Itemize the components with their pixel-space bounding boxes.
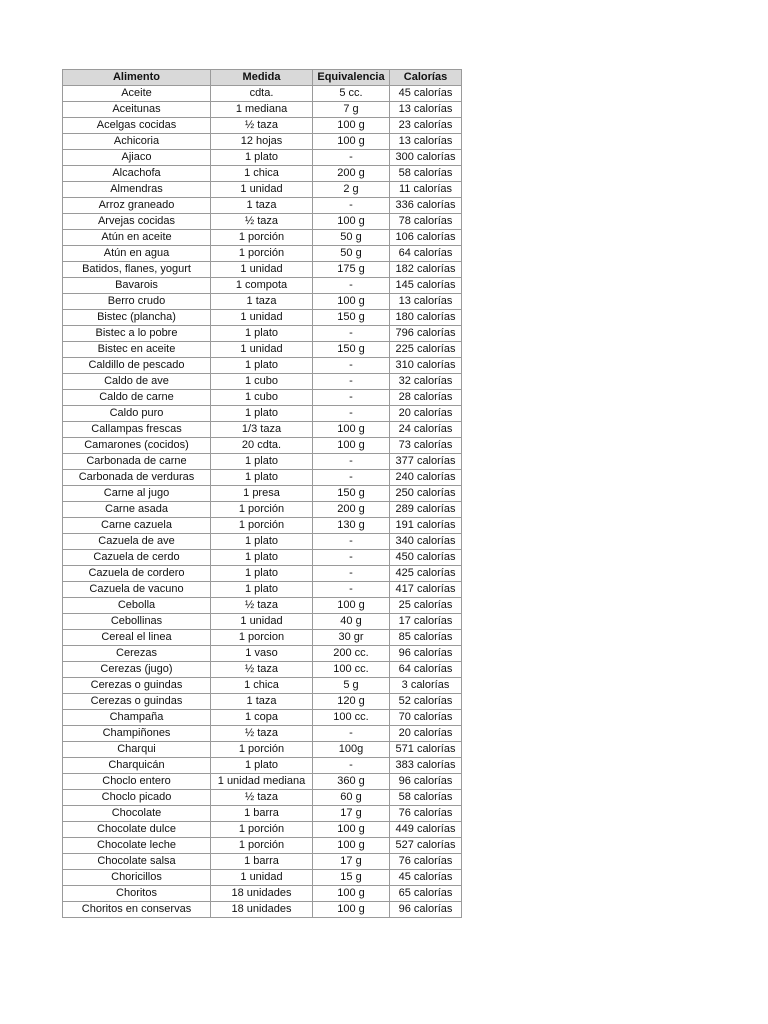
- food-name-cell: Cazuela de ave: [63, 534, 211, 550]
- calories-cell: 180 calorías: [390, 310, 462, 326]
- measure-cell: 1 copa: [211, 710, 313, 726]
- measure-cell: 20 cdta.: [211, 438, 313, 454]
- table-row: [63, 470, 462, 486]
- food-name-cell: Carbonada de verduras: [63, 470, 211, 486]
- food-name-cell: Carne asada: [63, 502, 211, 518]
- food-name-cell: Champaña: [63, 710, 211, 726]
- measure-cell: 1 plato: [211, 454, 313, 470]
- table-row: [63, 886, 462, 902]
- calories-cell: 70 calorías: [390, 710, 462, 726]
- header-row: [63, 70, 462, 86]
- table-row: [63, 566, 462, 582]
- equivalence-cell: -: [313, 198, 390, 214]
- calories-cell: 240 calorías: [390, 470, 462, 486]
- measure-cell: 1 plato: [211, 566, 313, 582]
- food-name-cell: Choritos en conservas: [63, 902, 211, 918]
- calories-cell: 11 calorías: [390, 182, 462, 198]
- table-row: [63, 518, 462, 534]
- equivalence-cell: -: [313, 374, 390, 390]
- equivalence-cell: 200 g: [313, 166, 390, 182]
- calories-cell: 20 calorías: [390, 406, 462, 422]
- column-header-calorias: Calorías: [390, 70, 462, 86]
- equivalence-cell: -: [313, 406, 390, 422]
- calories-cell: 425 calorías: [390, 566, 462, 582]
- food-name-cell: Carne al jugo: [63, 486, 211, 502]
- calories-cell: 289 calorías: [390, 502, 462, 518]
- measure-cell: 1 plato: [211, 406, 313, 422]
- calories-cell: 64 calorías: [390, 662, 462, 678]
- table-row: [63, 534, 462, 550]
- measure-cell: ½ taza: [211, 726, 313, 742]
- equivalence-cell: 100 g: [313, 902, 390, 918]
- measure-cell: 1 taza: [211, 294, 313, 310]
- measure-cell: cdta.: [211, 86, 313, 102]
- equivalence-cell: 100 g: [313, 422, 390, 438]
- table-row: [63, 134, 462, 150]
- measure-cell: 12 hojas: [211, 134, 313, 150]
- table-body: [63, 86, 462, 918]
- calories-cell: 340 calorías: [390, 534, 462, 550]
- measure-cell: 1 porción: [211, 246, 313, 262]
- equivalence-cell: 360 g: [313, 774, 390, 790]
- calories-cell: 182 calorías: [390, 262, 462, 278]
- food-name-cell: Charquicán: [63, 758, 211, 774]
- equivalence-cell: 50 g: [313, 246, 390, 262]
- food-name-cell: Cazuela de cordero: [63, 566, 211, 582]
- food-name-cell: Cerezas o guindas: [63, 694, 211, 710]
- food-name-cell: Cerezas: [63, 646, 211, 662]
- measure-cell: 1 presa: [211, 486, 313, 502]
- calories-cell: 571 calorías: [390, 742, 462, 758]
- food-name-cell: Chocolate dulce: [63, 822, 211, 838]
- food-name-cell: Callampas frescas: [63, 422, 211, 438]
- food-name-cell: Aceitunas: [63, 102, 211, 118]
- equivalence-cell: 15 g: [313, 870, 390, 886]
- table-row: [63, 326, 462, 342]
- measure-cell: 1 porción: [211, 518, 313, 534]
- table-row: [63, 646, 462, 662]
- table-row: [63, 86, 462, 102]
- food-name-cell: Achicoria: [63, 134, 211, 150]
- table-row: [63, 262, 462, 278]
- food-name-cell: Cebollinas: [63, 614, 211, 630]
- measure-cell: 1 plato: [211, 150, 313, 166]
- calories-cell: 76 calorías: [390, 806, 462, 822]
- food-name-cell: Atún en aceite: [63, 230, 211, 246]
- table-row: [63, 710, 462, 726]
- measure-cell: 1 mediana: [211, 102, 313, 118]
- column-header-alimento: Alimento: [63, 70, 211, 86]
- food-name-cell: Carbonada de carne: [63, 454, 211, 470]
- equivalence-cell: 7 g: [313, 102, 390, 118]
- measure-cell: 1 cubo: [211, 374, 313, 390]
- calories-cell: 85 calorías: [390, 630, 462, 646]
- measure-cell: 1 plato: [211, 358, 313, 374]
- food-name-cell: Bistec en aceite: [63, 342, 211, 358]
- measure-cell: 1 barra: [211, 806, 313, 822]
- calories-cell: 13 calorías: [390, 134, 462, 150]
- equivalence-cell: 17 g: [313, 854, 390, 870]
- equivalence-cell: -: [313, 470, 390, 486]
- measure-cell: 1 chica: [211, 166, 313, 182]
- food-name-cell: Cerezas o guindas: [63, 678, 211, 694]
- calories-cell: 96 calorías: [390, 646, 462, 662]
- equivalence-cell: 120 g: [313, 694, 390, 710]
- table-row: [63, 374, 462, 390]
- calories-cell: 20 calorías: [390, 726, 462, 742]
- table-row: [63, 854, 462, 870]
- food-name-cell: Caldo de carne: [63, 390, 211, 406]
- food-name-cell: Camarones (cocidos): [63, 438, 211, 454]
- measure-cell: 1 plato: [211, 470, 313, 486]
- equivalence-cell: 100 g: [313, 598, 390, 614]
- food-name-cell: Carne cazuela: [63, 518, 211, 534]
- table-row: [63, 230, 462, 246]
- table-row: [63, 406, 462, 422]
- food-name-cell: Caldo puro: [63, 406, 211, 422]
- calories-cell: 45 calorías: [390, 86, 462, 102]
- equivalence-cell: 5 cc.: [313, 86, 390, 102]
- equivalence-cell: 60 g: [313, 790, 390, 806]
- food-name-cell: Arroz graneado: [63, 198, 211, 214]
- food-name-cell: Cazuela de cerdo: [63, 550, 211, 566]
- measure-cell: ½ taza: [211, 790, 313, 806]
- calories-cell: 250 calorías: [390, 486, 462, 502]
- calories-cell: 25 calorías: [390, 598, 462, 614]
- table-row: [63, 278, 462, 294]
- equivalence-cell: 150 g: [313, 310, 390, 326]
- equivalence-cell: 100 g: [313, 294, 390, 310]
- measure-cell: 1 plato: [211, 534, 313, 550]
- calories-cell: 225 calorías: [390, 342, 462, 358]
- equivalence-cell: -: [313, 550, 390, 566]
- measure-cell: ½ taza: [211, 118, 313, 134]
- measure-cell: 1 unidad: [211, 182, 313, 198]
- measure-cell: 1 porción: [211, 502, 313, 518]
- equivalence-cell: 100 g: [313, 822, 390, 838]
- food-name-cell: Choclo picado: [63, 790, 211, 806]
- calories-cell: 336 calorías: [390, 198, 462, 214]
- food-name-cell: Berro crudo: [63, 294, 211, 310]
- measure-cell: 1/3 taza: [211, 422, 313, 438]
- equivalence-cell: 100 g: [313, 838, 390, 854]
- table-row: [63, 214, 462, 230]
- equivalence-cell: 200 cc.: [313, 646, 390, 662]
- calories-cell: 78 calorías: [390, 214, 462, 230]
- table-row: [63, 438, 462, 454]
- equivalence-cell: -: [313, 358, 390, 374]
- measure-cell: 1 compota: [211, 278, 313, 294]
- table-row: [63, 102, 462, 118]
- equivalence-cell: 100 g: [313, 886, 390, 902]
- table-row: [63, 630, 462, 646]
- calories-cell: 52 calorías: [390, 694, 462, 710]
- table-row: [63, 598, 462, 614]
- food-name-cell: Chocolate leche: [63, 838, 211, 854]
- equivalence-cell: -: [313, 150, 390, 166]
- measure-cell: 18 unidades: [211, 902, 313, 918]
- calories-cell: 796 calorías: [390, 326, 462, 342]
- food-name-cell: Cazuela de vacuno: [63, 582, 211, 598]
- measure-cell: ½ taza: [211, 598, 313, 614]
- table-row: [63, 310, 462, 326]
- food-name-cell: Atún en agua: [63, 246, 211, 262]
- column-header-equivalencia: Equivalencia: [313, 70, 390, 86]
- calorie-table: [62, 69, 462, 918]
- food-name-cell: Cebolla: [63, 598, 211, 614]
- calories-cell: 96 calorías: [390, 774, 462, 790]
- food-name-cell: Cereal el linea: [63, 630, 211, 646]
- calories-cell: 145 calorías: [390, 278, 462, 294]
- calories-cell: 377 calorías: [390, 454, 462, 470]
- table-row: [63, 902, 462, 918]
- measure-cell: 18 unidades: [211, 886, 313, 902]
- table-row: [63, 790, 462, 806]
- calories-cell: 45 calorías: [390, 870, 462, 886]
- food-name-cell: Bistec (plancha): [63, 310, 211, 326]
- measure-cell: ½ taza: [211, 662, 313, 678]
- table-row: [63, 182, 462, 198]
- calories-cell: 527 calorías: [390, 838, 462, 854]
- food-name-cell: Charqui: [63, 742, 211, 758]
- equivalence-cell: 130 g: [313, 518, 390, 534]
- table-row: [63, 662, 462, 678]
- equivalence-cell: -: [313, 390, 390, 406]
- calories-cell: 106 calorías: [390, 230, 462, 246]
- table-row: [63, 614, 462, 630]
- calories-cell: 96 calorías: [390, 902, 462, 918]
- equivalence-cell: 175 g: [313, 262, 390, 278]
- calories-cell: 13 calorías: [390, 294, 462, 310]
- calories-cell: 310 calorías: [390, 358, 462, 374]
- calories-cell: 24 calorías: [390, 422, 462, 438]
- calories-cell: 28 calorías: [390, 390, 462, 406]
- table-row: [63, 390, 462, 406]
- column-header-medida: Medida: [211, 70, 313, 86]
- table-row: [63, 150, 462, 166]
- equivalence-cell: 150 g: [313, 342, 390, 358]
- calories-cell: 58 calorías: [390, 790, 462, 806]
- food-name-cell: Champiñones: [63, 726, 211, 742]
- table-row: [63, 118, 462, 134]
- calories-cell: 417 calorías: [390, 582, 462, 598]
- equivalence-cell: 17 g: [313, 806, 390, 822]
- measure-cell: 1 unidad: [211, 342, 313, 358]
- measure-cell: 1 porcion: [211, 630, 313, 646]
- table-row: [63, 246, 462, 262]
- measure-cell: 1 barra: [211, 854, 313, 870]
- equivalence-cell: 100 g: [313, 118, 390, 134]
- table-row: [63, 502, 462, 518]
- equivalence-cell: -: [313, 534, 390, 550]
- equivalence-cell: 30 gr: [313, 630, 390, 646]
- table-row: [63, 454, 462, 470]
- equivalence-cell: -: [313, 278, 390, 294]
- equivalence-cell: 100 cc.: [313, 662, 390, 678]
- food-name-cell: Caldillo de pescado: [63, 358, 211, 374]
- food-name-cell: Chocolate: [63, 806, 211, 822]
- measure-cell: 1 taza: [211, 198, 313, 214]
- table-row: [63, 870, 462, 886]
- table-row: [63, 550, 462, 566]
- measure-cell: 1 plato: [211, 758, 313, 774]
- equivalence-cell: 40 g: [313, 614, 390, 630]
- table-row: [63, 694, 462, 710]
- measure-cell: 1 taza: [211, 694, 313, 710]
- table-row: [63, 758, 462, 774]
- food-name-cell: Batidos, flanes, yogurt: [63, 262, 211, 278]
- measure-cell: 1 unidad: [211, 262, 313, 278]
- table-row: [63, 678, 462, 694]
- food-name-cell: Choclo entero: [63, 774, 211, 790]
- food-name-cell: Aceite: [63, 86, 211, 102]
- calories-cell: 23 calorías: [390, 118, 462, 134]
- table-header: [63, 70, 462, 86]
- equivalence-cell: 150 g: [313, 486, 390, 502]
- calories-cell: 13 calorías: [390, 102, 462, 118]
- equivalence-cell: -: [313, 582, 390, 598]
- food-name-cell: Chocolate salsa: [63, 854, 211, 870]
- calories-cell: 73 calorías: [390, 438, 462, 454]
- food-name-cell: Choricillos: [63, 870, 211, 886]
- table-row: [63, 774, 462, 790]
- equivalence-cell: -: [313, 566, 390, 582]
- table-row: [63, 838, 462, 854]
- measure-cell: 1 unidad: [211, 614, 313, 630]
- measure-cell: 1 plato: [211, 582, 313, 598]
- calories-cell: 32 calorías: [390, 374, 462, 390]
- equivalence-cell: 2 g: [313, 182, 390, 198]
- food-name-cell: Bistec a lo pobre: [63, 326, 211, 342]
- table-row: [63, 294, 462, 310]
- measure-cell: 1 vaso: [211, 646, 313, 662]
- calories-cell: 64 calorías: [390, 246, 462, 262]
- food-name-cell: Bavarois: [63, 278, 211, 294]
- food-name-cell: Arvejas cocidas: [63, 214, 211, 230]
- equivalence-cell: 50 g: [313, 230, 390, 246]
- measure-cell: 1 porción: [211, 822, 313, 838]
- measure-cell: 1 plato: [211, 550, 313, 566]
- equivalence-cell: 100 g: [313, 134, 390, 150]
- table-row: [63, 358, 462, 374]
- table-row: [63, 582, 462, 598]
- table-row: [63, 726, 462, 742]
- food-name-cell: Choritos: [63, 886, 211, 902]
- equivalence-cell: -: [313, 726, 390, 742]
- measure-cell: 1 unidad: [211, 310, 313, 326]
- table-row: [63, 742, 462, 758]
- measure-cell: 1 plato: [211, 326, 313, 342]
- table-row: [63, 166, 462, 182]
- equivalence-cell: 100 g: [313, 438, 390, 454]
- table-row: [63, 806, 462, 822]
- table-row: [63, 822, 462, 838]
- calories-cell: 450 calorías: [390, 550, 462, 566]
- equivalence-cell: 100g: [313, 742, 390, 758]
- equivalence-cell: 100 g: [313, 214, 390, 230]
- measure-cell: 1 porción: [211, 230, 313, 246]
- food-name-cell: Ajiaco: [63, 150, 211, 166]
- food-name-cell: Alcachofa: [63, 166, 211, 182]
- table-row: [63, 198, 462, 214]
- measure-cell: 1 unidad: [211, 870, 313, 886]
- food-name-cell: Acelgas cocidas: [63, 118, 211, 134]
- food-name-cell: Almendras: [63, 182, 211, 198]
- equivalence-cell: 100 cc.: [313, 710, 390, 726]
- equivalence-cell: -: [313, 454, 390, 470]
- table-row: [63, 342, 462, 358]
- table-row: [63, 422, 462, 438]
- measure-cell: 1 unidad mediana: [211, 774, 313, 790]
- calories-cell: 76 calorías: [390, 854, 462, 870]
- calories-cell: 3 calorías: [390, 678, 462, 694]
- measure-cell: 1 chica: [211, 678, 313, 694]
- measure-cell: 1 porción: [211, 742, 313, 758]
- measure-cell: 1 cubo: [211, 390, 313, 406]
- measure-cell: ½ taza: [211, 214, 313, 230]
- equivalence-cell: 5 g: [313, 678, 390, 694]
- calories-cell: 17 calorías: [390, 614, 462, 630]
- calories-cell: 58 calorías: [390, 166, 462, 182]
- food-name-cell: Caldo de ave: [63, 374, 211, 390]
- table-row: [63, 486, 462, 502]
- equivalence-cell: -: [313, 326, 390, 342]
- food-name-cell: Cerezas (jugo): [63, 662, 211, 678]
- calories-cell: 449 calorías: [390, 822, 462, 838]
- measure-cell: 1 porción: [211, 838, 313, 854]
- calories-cell: 191 calorías: [390, 518, 462, 534]
- calories-cell: 300 calorías: [390, 150, 462, 166]
- equivalence-cell: 200 g: [313, 502, 390, 518]
- calories-cell: 383 calorías: [390, 758, 462, 774]
- calories-cell: 65 calorías: [390, 886, 462, 902]
- equivalence-cell: -: [313, 758, 390, 774]
